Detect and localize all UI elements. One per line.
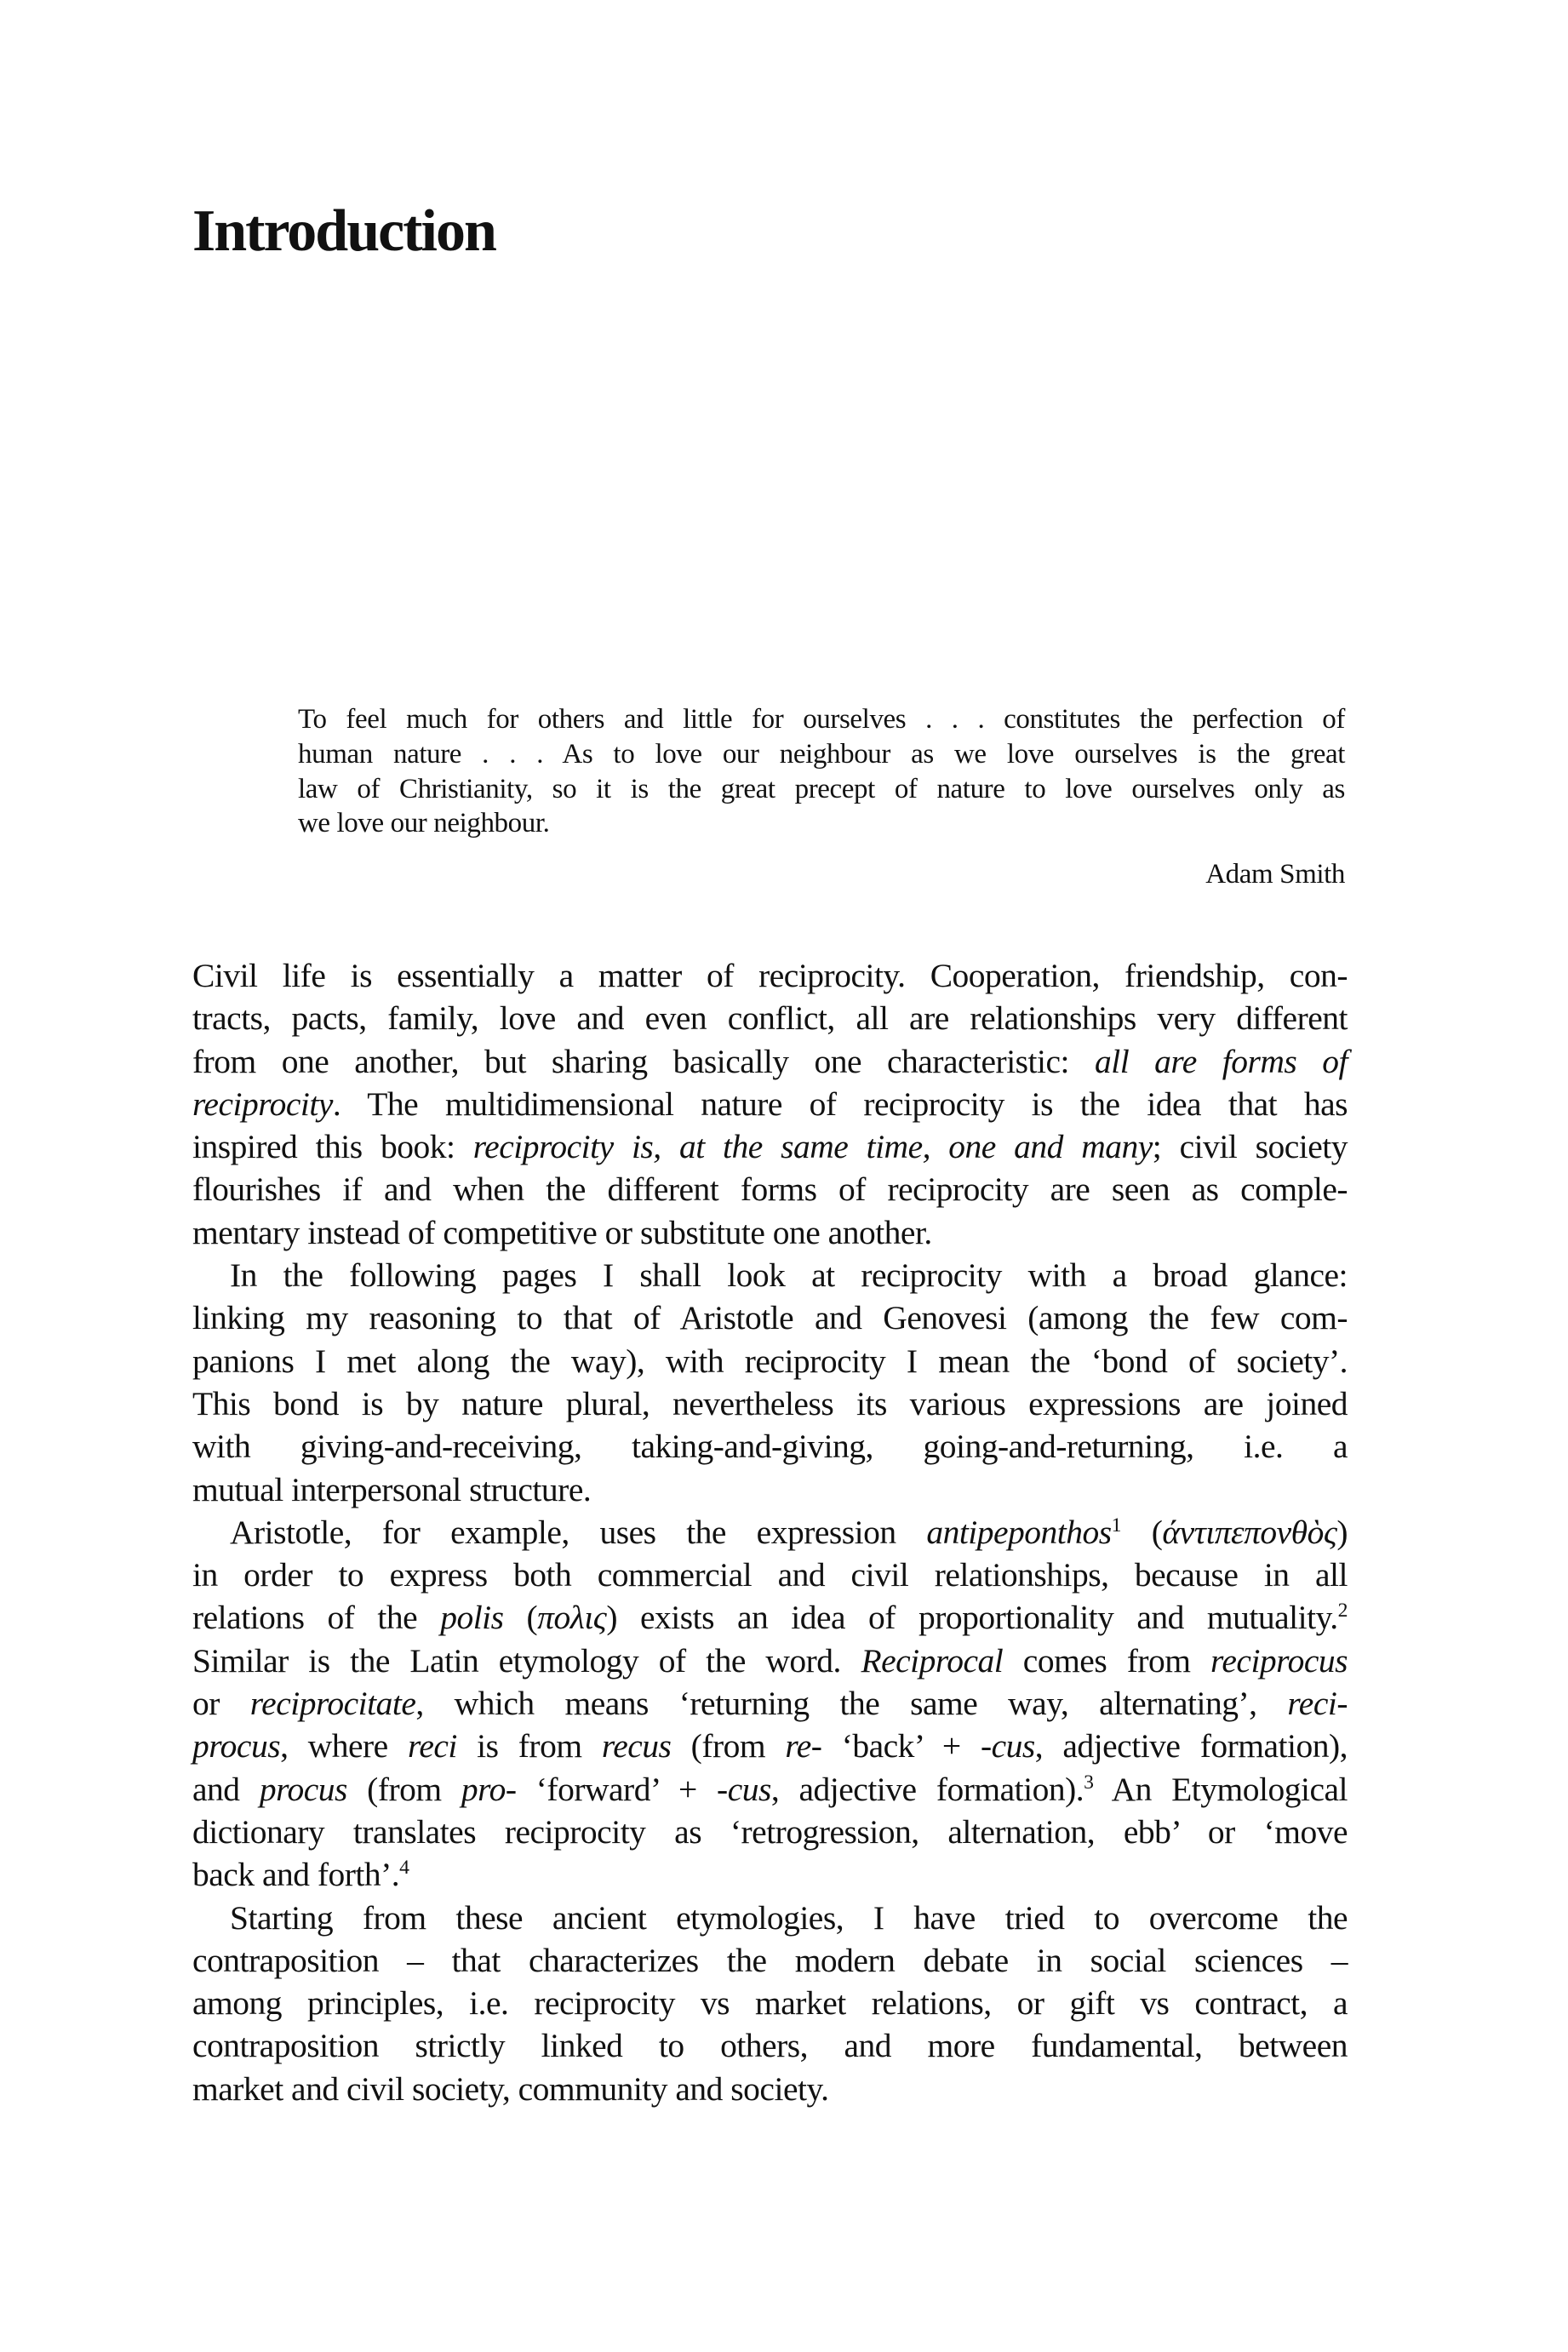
text-run: dictionary translates reciprocity as ‘retrogression, alternation, ebb’ or ‘move [192,1812,1348,1851]
text-line [192,1596,1348,1639]
text-run: Civil life is essentially a matter of reciprocity. Cooperation, friendship, con- [192,957,1348,994]
text-run: from one another, but sharing basically one characteristic: [192,1042,1095,1080]
text-line [192,1640,1348,1682]
text-run: ‘forward’ + - [516,1770,728,1808]
text-line [192,1811,1348,1853]
italic-text: polis [440,1599,504,1637]
italic-text: reciprocity is, at the same time, one and many [472,1128,1153,1166]
text-run: To feel much for others and little for ourselves . . . constitutes the perfection of [298,704,1345,735]
italic-text: reciprocitate [249,1685,416,1723]
text-line [192,1168,1348,1210]
text-line [298,737,1345,772]
italic-text: Reciprocal [861,1641,1004,1680]
text-run: , where [280,1727,408,1765]
text-run: and [192,1770,260,1808]
text-run: In the following pages I shall look at reciprocity with a broad glance: [230,1256,1348,1295]
text-run: , adjective formation). [770,1770,1084,1808]
text-line [192,1340,1348,1382]
footnote-marker: 1 [1111,1514,1121,1537]
text-line [298,806,1345,841]
text-run: ‘back’ + - [821,1727,992,1765]
text-run: Aristotle, for example, uses the expression [230,1513,927,1551]
text-line [192,1125,1348,1168]
text-line [192,1382,1348,1425]
text-run: with giving-and-receiving, taking-and-giving, going-and-returning, i.e. a [192,1428,1348,1466]
italic-text: άντιπεπονθὸς [1162,1513,1337,1551]
text-run: ( [503,1599,538,1637]
paragraph [192,1511,1348,1897]
text-run: ( [1120,1513,1163,1551]
text-line [192,1511,1348,1554]
text-run: comes from [1003,1641,1210,1680]
text-run: An Etymological [1093,1770,1348,1808]
text-run: ) exists an idea of proportionality and mutuality. [606,1599,1338,1637]
text-run: we love our neighbour. [298,808,550,839]
text-run: . The multidimensional nature of reciprocity is the idea that has [332,1084,1348,1123]
paragraph [192,954,1348,1254]
text-run: back and forth’. [192,1856,400,1894]
paragraph [192,1254,1348,1511]
text-run: Starting from these ancient etymologies, I have tried to overcome the [230,1898,1348,1937]
text-run: ) [1336,1513,1348,1551]
text-run: , adjective formation), [1034,1727,1348,1765]
text-run: (from [346,1770,461,1808]
italic-text: procus [259,1770,347,1808]
text-line [192,1211,1348,1254]
text-line [192,1982,1348,2024]
text-run: mentary instead of competitive or substitute one another. [192,1213,932,1251]
text-line [192,954,1348,997]
text-run: ; civil society [1152,1128,1348,1166]
text-line [192,1554,1348,1596]
epigraph-quote [298,702,1345,841]
text-run: (from [671,1727,786,1765]
text-run: inspired this book: [192,1128,473,1166]
text-run: market and civil society, community and society. [192,2069,829,2108]
text-run: relations of the [192,1599,441,1637]
text-line [192,1725,1348,1767]
text-run: human nature . . . As to love our neighbour as we love ourselves is the great [298,738,1345,770]
italic-text: antipeponthos [926,1513,1112,1551]
text-run: Similar is the Latin etymology of the word. [192,1641,861,1680]
italic-text: πολις [537,1599,607,1637]
italic-text: recus [601,1727,672,1765]
footnote-marker: 2 [1337,1599,1348,1622]
text-run: linking my reasoning to that of Aristotle and Genovesi (among the few com- [192,1299,1348,1337]
chapter-title: Introduction [192,198,495,264]
italic-text: cus [727,1770,771,1808]
text-line [298,702,1345,737]
text-line [192,997,1348,1039]
text-run: This bond is by nature plural, nevertheless its various expressions are joined [192,1384,1348,1422]
text-run: mutual interpersonal structure. [192,1470,592,1508]
text-line [192,1897,1348,1939]
text-run: contraposition – that characterizes the modern debate in social sciences – [192,1941,1348,1979]
text-line [298,772,1345,807]
text-run: or [192,1685,250,1723]
text-line [192,1040,1348,1083]
text-run: tracts, pacts, family, love and even conflict, all are relationships very different [192,999,1348,1038]
italic-text: cus [991,1727,1035,1765]
text-run: among principles, i.e. reciprocity vs market relations, or gift vs contract, a [192,1984,1348,2023]
text-line [192,1768,1348,1811]
italic-text: reci [407,1727,457,1765]
text-line [192,1682,1348,1725]
footnote-marker: 3 [1084,1771,1094,1794]
italic-text: procus [192,1727,281,1765]
text-line [192,2068,1348,2110]
text-run: law of Christianity, so it is the great precept of nature to love ourselves only as [298,773,1345,804]
text-run: contraposition strictly linked to others, and more fundamental, between [192,2027,1348,2065]
footnote-marker: 4 [399,1857,409,1880]
text-line [192,1853,1348,1896]
text-run: flourishes if and when the different forms of reciprocity are seen as comple- [192,1170,1348,1209]
text-line [192,2024,1348,2067]
body-text [192,954,1348,2110]
text-line [192,1425,1348,1468]
italic-text: pro- [461,1770,517,1808]
text-line [192,1296,1348,1339]
italic-text: reci- [1287,1685,1348,1723]
italic-text: reciprocus [1210,1641,1348,1680]
italic-text: all are forms of [1094,1042,1348,1080]
epigraph [298,702,1345,892]
italic-text: re- [785,1727,822,1765]
text-run: in order to express both commercial and civil relationships, because in all [192,1556,1348,1594]
text-line [192,1939,1348,1982]
text-line [192,1083,1348,1125]
text-line [192,1254,1348,1296]
epigraph-attribution: Adam Smith [1205,859,1345,890]
text-run: is from [456,1727,602,1765]
paragraph [192,1897,1348,2110]
italic-text: reciprocity [192,1084,333,1123]
text-run: , which means ‘returning the same way, alternating’, [415,1685,1288,1723]
text-run: panions I met along the way), with reciprocity I mean the ‘bond of society’. [192,1342,1348,1380]
text-line [192,1468,1348,1511]
